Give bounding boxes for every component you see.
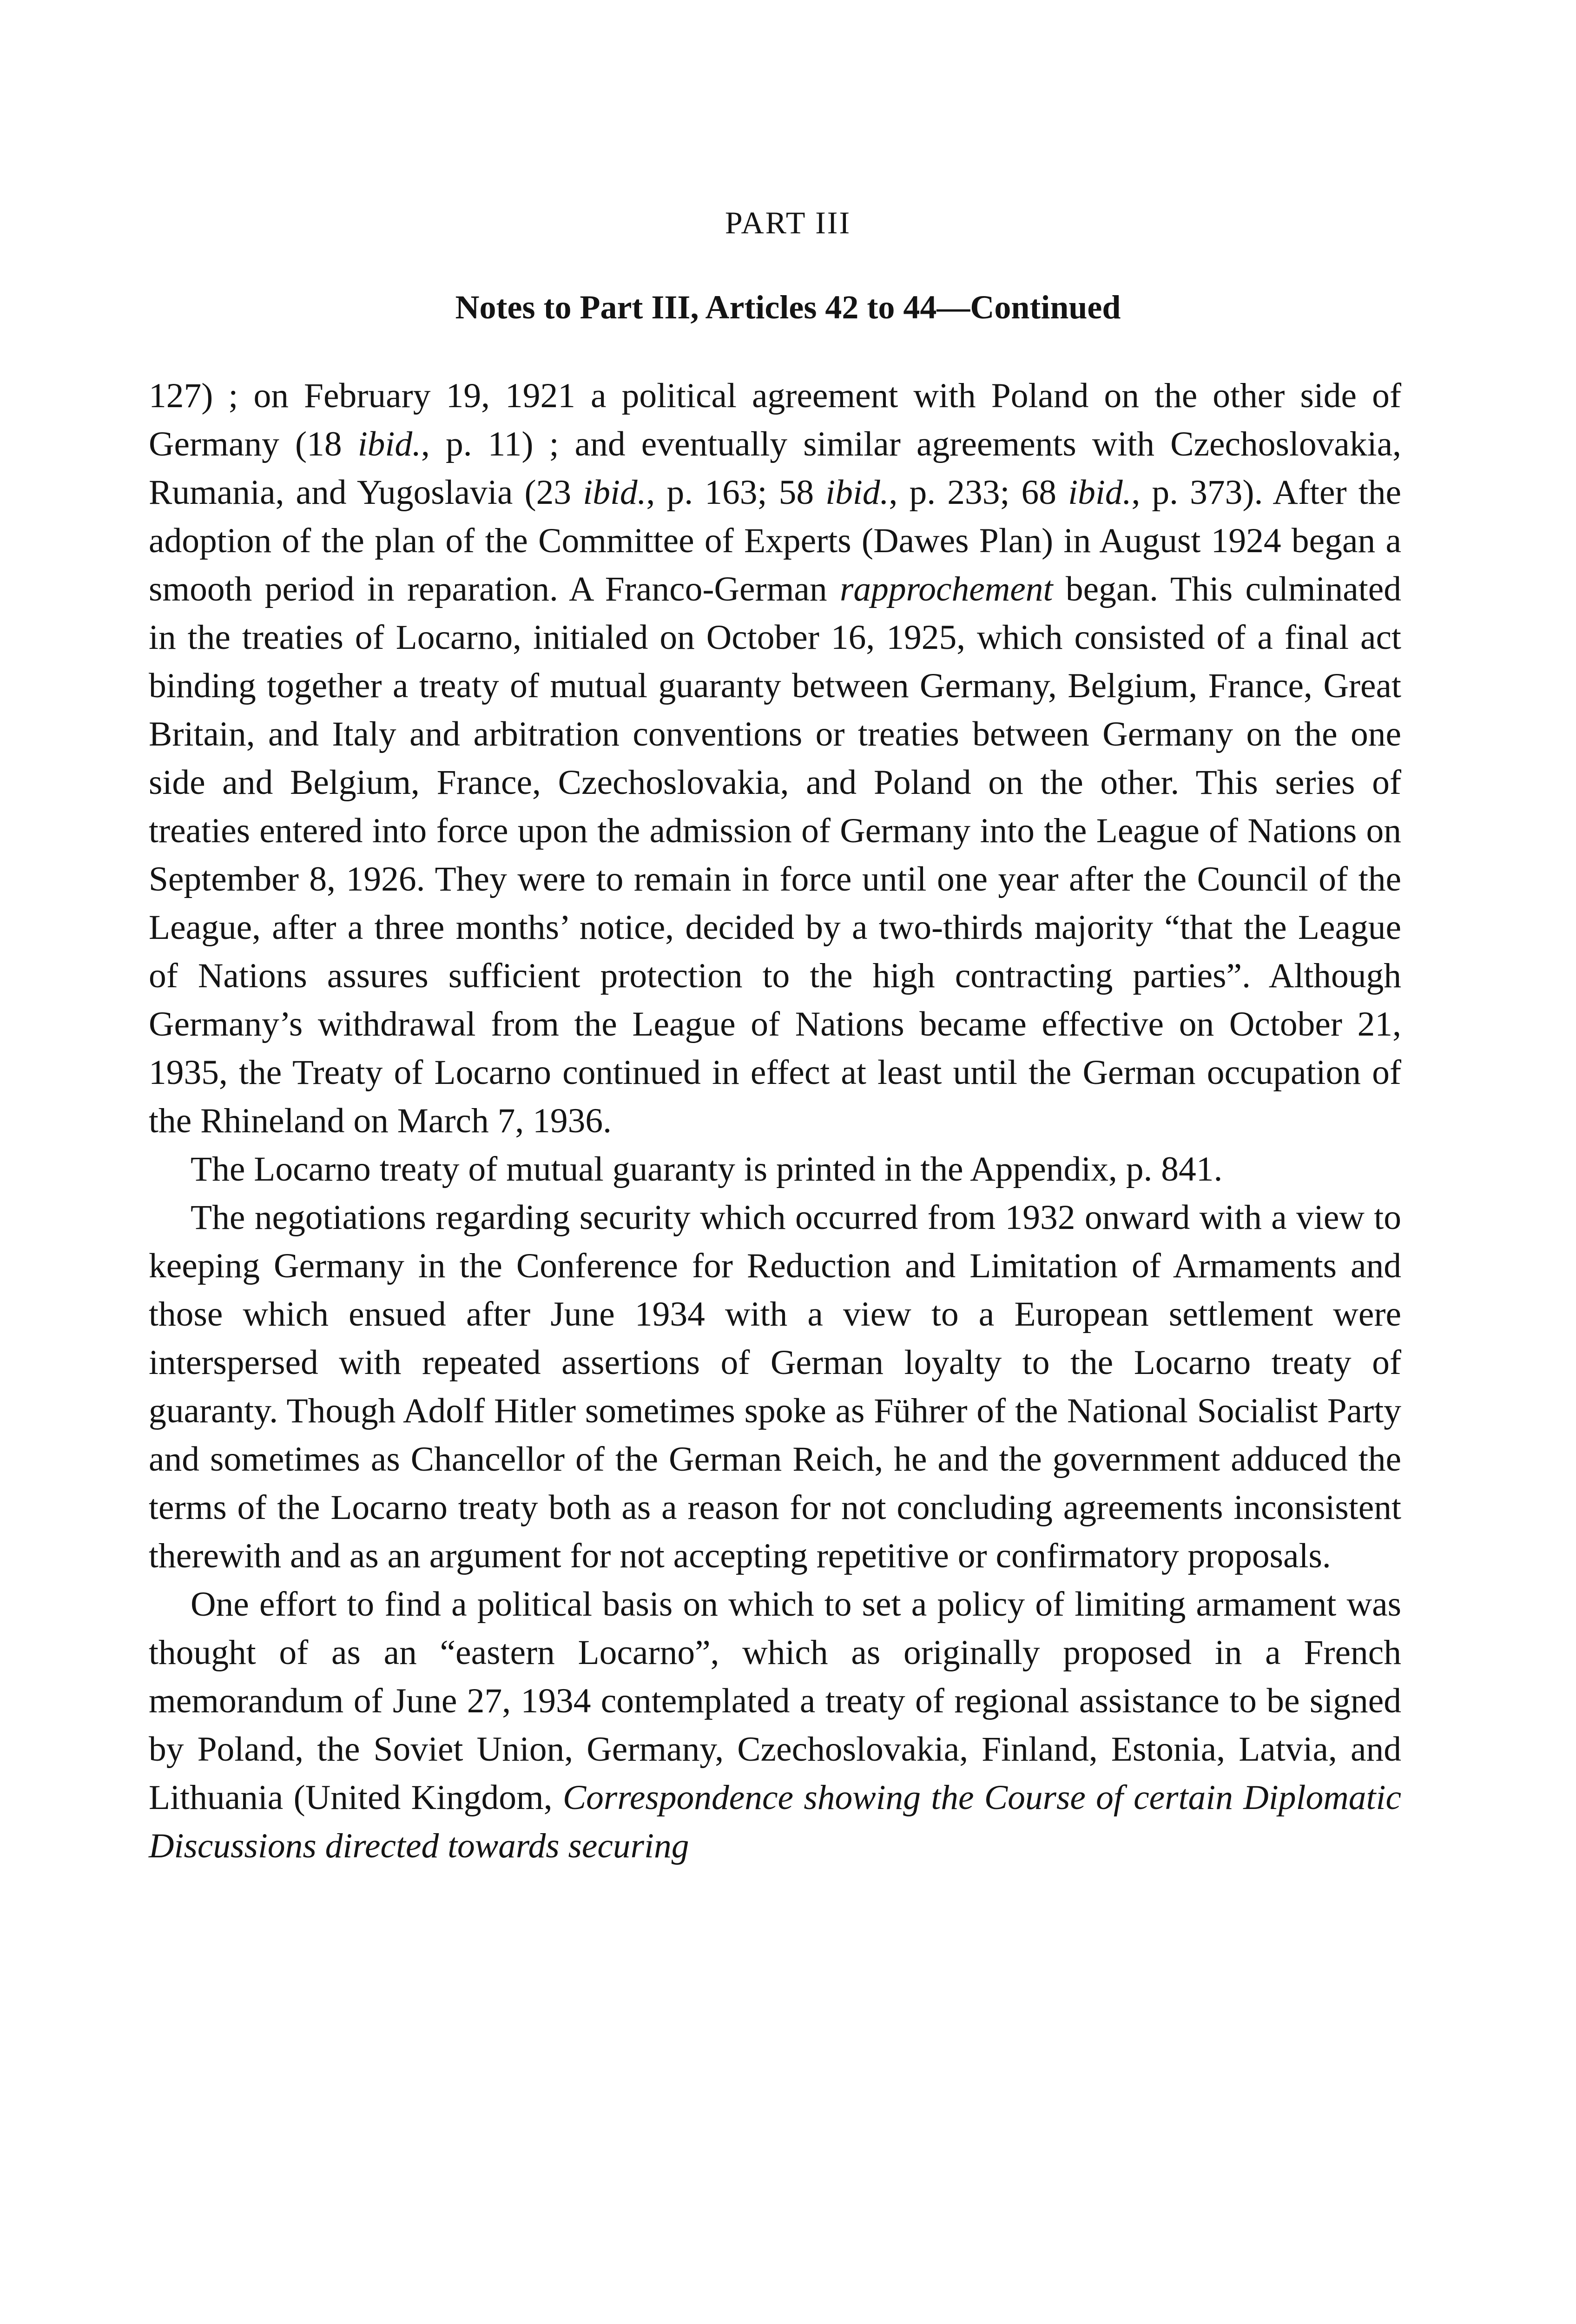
paragraph-4 [149, 1580, 1401, 1870]
italic-text-run: Correspondence showing the Course of certain Diplomatic Discussions directed towards securing [149, 1778, 1401, 1865]
text-run: The Locarno treaty of mutual guaranty is printed in the Appendix, p. 841. [191, 1150, 1223, 1188]
body-text [149, 372, 1401, 1870]
text-run: , p. 11) ; and eventually similar agreements with Czechoslovakia, Rumania, and Yugoslavia (23 [149, 425, 1401, 512]
text-run: , p. 233; 68 [889, 473, 1068, 512]
text-run: The negotiations regarding security which occurred from 1932 onward with a view to keeping Germany in the Conference for Reduction and Limitation of Armaments and those which ensued after June 1934 with a view to a European settlement were interspersed with repeated assertions of German loyalty to the Locarno treaty of guaranty. Though Adolf Hitler sometimes spoke as Führer of the National Socialist Party and sometimes as Chancellor of the German Reich, he and the government adduced the terms of the Locarno treaty both as a reason for not concluding agreements inconsistent therewith and as an argument for not accepting repetitive or confirmatory proposals. [149, 1198, 1401, 1575]
italic-text-run: rapprochement [840, 570, 1053, 608]
italic-text-run: ibid. [1068, 473, 1132, 512]
text-run: 127) ; on February 19, 1921 a political agreement with Poland on the other side of Germany (18 [149, 376, 1401, 463]
italic-text-run: ibid. [825, 473, 889, 512]
italic-text-run: ibid. [583, 473, 646, 512]
paragraph-2 [149, 1145, 1401, 1194]
section-title: Notes to Part III, Articles 42 to 44—Continued [455, 289, 1121, 326]
text-run: began. This culminated in the treaties of Locarno, initialed on October 16, 1925, which consisted of a final act binding together a treaty of mutual guaranty between Germany, Belgium, France, Great Britain, and Italy and arbitration conventions or treaties between Germany on the one side and Belgium, France, Czechoslovakia, and Poland on the other. This series of treaties entered into force upon the admission of Germany into the League of Nations on September 8, 1926. They were to remain in force until one year after the Council of the League, after a three months’ notice, decided by a two-thirds majority “that the League of Nations assures sufficient protection to the high contracting parties”. Although Germany’s withdrawal from the League of Nations became effective on October 21, 1935, the Treaty of Locarno continued in effect at least until the German occupation of the Rhineland on March 7, 1936. [149, 570, 1401, 1140]
text-run: , p. 163; 58 [646, 473, 826, 512]
running-title: PART III [725, 205, 851, 240]
italic-text-run: ibid. [357, 425, 422, 463]
text-run: , p. 373). After the adoption of the plan of the Committee of Experts (Dawes Plan) in August 1924 began a smooth period in reparation. A Franco-German [149, 473, 1401, 608]
paragraph-3 [149, 1194, 1401, 1580]
text-run: One effort to find a political basis on which to set a policy of limiting armament was thought of as an “eastern Locarno”, which as originally proposed in a French memorandum of June 27, 1934 contemplated a treaty of regional assistance to be signed by Poland, the Soviet Union, Germany, Czechoslovakia, Finland, Estonia, Latvia, and Lithuania (United Kingdom, [149, 1585, 1401, 1817]
paragraph-1 [149, 372, 1401, 1145]
